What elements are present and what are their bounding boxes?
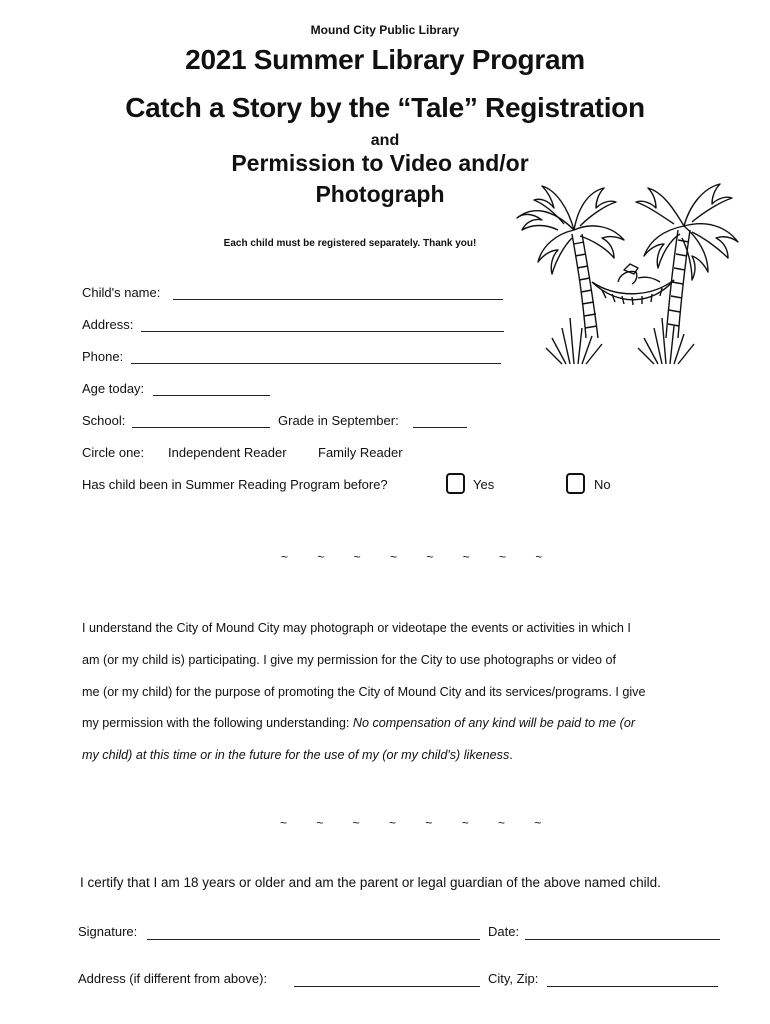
- phone-field[interactable]: [131, 363, 501, 364]
- program-title: 2021 Summer Library Program: [185, 44, 585, 75]
- signature-field[interactable]: [147, 939, 480, 940]
- alt-address-field[interactable]: [294, 986, 480, 987]
- no-label: No: [594, 477, 611, 492]
- grade-field[interactable]: [413, 427, 467, 428]
- consent-line: me (or my child) for the purpose of promoting the City of Mound City and its services/programs. I give: [82, 684, 646, 699]
- signature-label: Signature:: [78, 924, 138, 939]
- circle-one-label: Circle one:: [82, 445, 145, 460]
- age-label: Age today:: [82, 381, 145, 396]
- date-label: Date:: [488, 924, 520, 939]
- phone-label: Phone:: [82, 349, 124, 364]
- grade-label: Grade in September:: [278, 413, 399, 428]
- registration-note: Each child must be registered separately. Thank you!: [223, 238, 477, 249]
- certification-statement: I certify that I am 18 years or older and am the parent or legal guardian of the above named child.: [80, 875, 661, 890]
- address-field[interactable]: [141, 331, 504, 332]
- and-text: and: [370, 132, 400, 149]
- alt-address-label: Address (if different from above):: [78, 971, 268, 986]
- school-field[interactable]: [132, 427, 270, 428]
- child-name-field[interactable]: [173, 299, 503, 300]
- city-zip-field[interactable]: [547, 986, 718, 987]
- consent-line: [82, 740, 742, 772]
- consent-line: I understand the City of Mound City may photograph or videotape the events or activities in which I: [82, 621, 631, 635]
- school-label: School:: [82, 413, 126, 428]
- independent-reader-option[interactable]: Independent Reader: [168, 445, 287, 460]
- no-checkbox[interactable]: [566, 473, 585, 494]
- tilde-divider: ~ ~ ~ ~ ~ ~ ~ ~: [281, 550, 556, 564]
- city-zip-label: City, Zip:: [488, 971, 539, 986]
- consent-text: my permission with the following understanding:: [82, 716, 350, 731]
- date-field[interactable]: [525, 939, 720, 940]
- yes-checkbox[interactable]: [446, 473, 465, 494]
- family-reader-option[interactable]: Family Reader: [318, 445, 403, 460]
- consent-italic-text: No compensation of any kind will be paid to me (or: [352, 716, 636, 731]
- child-name-label: Child's name:: [82, 285, 161, 300]
- consent-paragraph: [82, 613, 742, 772]
- palm-hammock-illustration: [512, 178, 742, 368]
- library-name: Mound City Public Library: [310, 23, 460, 37]
- tilde-divider: ~ ~ ~ ~ ~ ~ ~ ~: [280, 816, 555, 830]
- registration-title: Catch a Story by the “Tale” Registration: [125, 92, 645, 123]
- permission-title-line2: Photograph: [315, 181, 445, 207]
- consent-line: [82, 708, 742, 740]
- age-field[interactable]: [153, 395, 270, 396]
- prior-program-question: Has child been in Summer Reading Program before?: [82, 477, 388, 492]
- yes-label: Yes: [473, 477, 495, 492]
- address-label: Address:: [82, 317, 134, 332]
- permission-title-line1: Permission to Video and/or: [231, 150, 529, 176]
- consent-italic-text: my child) at this time or in the future for the use of my (or my child's) likeness: [82, 748, 510, 763]
- consent-period: .: [509, 748, 513, 763]
- consent-line: am (or my child is) participating. I give my permission for the City to use photographs or video of: [82, 652, 617, 667]
